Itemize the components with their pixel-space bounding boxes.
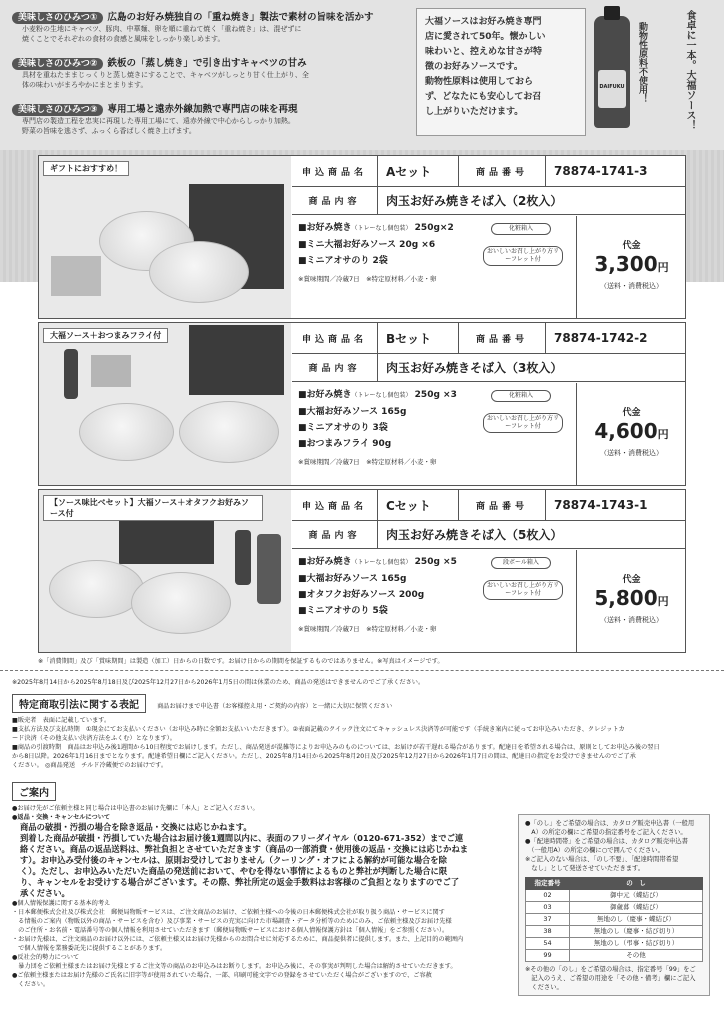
table-row — [526, 914, 703, 926]
guide-after-line: ください。 — [12, 981, 50, 988]
noshi-foot: 記入のうえ、ご希望の用途を「その他・備考」欄にご記入 — [525, 975, 696, 982]
noshi-line: なし」として発送させていただきます。 — [525, 865, 645, 872]
apply-label: 申込商品名 — [292, 156, 378, 186]
point-1-title: 広島のお好み焼独自の「重ね焼き」製法で素材の旨味を活かす — [107, 12, 374, 23]
point-1-label: 美味しさのひみつ① — [12, 12, 103, 24]
guide-after-line: ●ご依頼主様またはお届け先様のご氏名に旧字等が使用されていた場合、一部、印刷可能文字での登録をさせていただく場合がございますので、ご容赦 — [12, 972, 432, 979]
product-card-b — [38, 322, 686, 486]
noshi-name: 無地のし（慶事・結び切り） — [570, 926, 703, 938]
product-photo — [39, 323, 291, 485]
guide-heading: ご案内 — [12, 782, 56, 801]
item: ■おつまみフライ 90g — [298, 439, 392, 449]
price-value — [577, 251, 686, 281]
product-code: 78874-1743-1 — [554, 498, 648, 512]
sauce-bottle — [64, 349, 78, 399]
table-row — [526, 938, 703, 950]
table-row — [526, 890, 703, 902]
yen: 円 — [657, 261, 669, 274]
law-line: から8日以降。2026年1月16日までとなります。配達希望日欄にご記入ください。ただし、2025年8月14日から2025年8月20日及び2025年12月27日から2026年1月7日の間は、配達日の指定をお受けできませんのでご了承 — [12, 753, 636, 760]
point-2 — [12, 58, 309, 90]
price-label: 代金 — [622, 408, 641, 418]
noshi-code: 03 — [526, 902, 570, 914]
sauce-line: 動物性原料は使用しておら — [425, 77, 534, 87]
price-note: （送料・消費税込） — [600, 282, 663, 290]
price-number: 4,600 — [594, 419, 658, 443]
bottle-cap — [604, 6, 620, 20]
price-box — [576, 216, 686, 318]
point-3-desc-1: 専門店の製造工程を忠実に再現した専用工場にて、遠赤外線で中心からしっかり加熱。 — [22, 117, 295, 125]
divider — [0, 670, 724, 671]
set-name: Bセット — [386, 331, 432, 346]
law-subnote: 商品お届けまで申込書（お客様控え用・ご契約の内容）と一緒に大切に保管ください — [157, 703, 393, 710]
box-badge: 段ボール箱入 — [491, 557, 551, 569]
guide-after-line: のご住所・お名前・電話番号等の個人情報を利用させていただきます（郵便局物販サービスにおける個人情報保護方針は「個人情報」をご参照ください）。 — [12, 927, 449, 934]
point-3-desc-2: 野菜の旨味を逃さず、ふっくら香ばしく焼き上げます。 — [22, 127, 196, 135]
price-number: 5,800 — [594, 586, 658, 610]
noshi-name: 御中元（蝶結び） — [570, 890, 703, 902]
product-footnote: ※「消費期間」及び「賞味期間」は製造（加工）日からの日数です。お届け日からの期間を保証するものではありません。※写真はイメージです。 — [38, 658, 444, 665]
noshi-code: 99 — [526, 950, 570, 962]
photo-tag: ギフトにおすすめ！ — [43, 161, 129, 176]
guide-bold-block — [12, 822, 512, 899]
guide-after-line: ●反社会的勢力について — [12, 954, 80, 961]
noshi-line: ※ご記入のない場合は、「のし不要」、「配達時間帯希望 — [525, 856, 679, 863]
item-note: ※賞味期間／冷蔵7日 ※特定原材料／小麦・卵 — [298, 275, 437, 283]
point-2-desc-2: 体の味わいがまろやかにまとまります。 — [22, 81, 148, 89]
table-row — [526, 902, 703, 914]
price-label: 代金 — [622, 241, 641, 251]
okonomiyaki-pack — [179, 401, 279, 463]
product-photo — [39, 156, 291, 318]
law-line: ード決済（その他支払い決済方法をふくむ）となります）。 — [12, 735, 176, 742]
sauce-line: し上がりいただけます。 — [425, 107, 524, 117]
noshi-code: 02 — [526, 890, 570, 902]
item-qty: 250g ×3 — [414, 390, 457, 400]
item-qty: 250g ×5 — [414, 557, 457, 567]
law-section — [12, 693, 712, 770]
sauce-line: 味わいと、控えめな甘さが特 — [425, 47, 543, 57]
noshi-foot: ください。 — [525, 984, 563, 991]
guide-bold-line: く）。ただし、お申込みいただいた商品の発送前において、やむを得ない事情によるものと弊社が判断した場合に限 — [20, 866, 448, 876]
noshi-name: 御歳暮（蝶結び） — [570, 902, 703, 914]
leaflet-badge: おいしいお召し上がり方リーフレット付 — [483, 580, 563, 600]
guide-bold-line: 絡ください。商品の返品送料は、弊社負担とさせていただきます（商品の一部消費・使用後の返品・交換には応じかねま — [20, 844, 469, 854]
snack-pack — [91, 355, 131, 387]
item-text: ■お好み焼き — [298, 223, 352, 233]
law-line: ■商品の引渡時期 商品はお申込み後1週間から10日程度でお届けします。ただし、商品発送が混雑等によりお申込みのものについては、お届けが若干遅れる場合があります。配達日を希望される場合は、原則としてお申込み後の翌日 — [12, 744, 660, 751]
leaflet-badge: おいしいお召し上がり方リーフレット付 — [483, 413, 563, 433]
table-row — [526, 926, 703, 938]
guide-bold-line: 到着した商品が破損・汚損していた場合はお届け後1週間以内に、表面のフリーダイヤル（0120-671-352）までご連 — [20, 833, 464, 843]
shipping-note: ※2025年8月14日から2025年8月18日及び2025年12月27日から2026年1月5日の間は休業のため、商品の発送はできませんのでご了承ください。 — [12, 679, 425, 686]
noshi-name: 無地のし（弔事・結び切り） — [570, 938, 703, 950]
price-label: 代金 — [622, 575, 641, 585]
table-row — [526, 950, 703, 962]
gift-box — [119, 514, 214, 564]
guide-line: ●返品・交換・キャンセルについて — [12, 814, 111, 821]
product-card-c — [38, 489, 686, 653]
price-note: （送料・消費税込） — [600, 616, 663, 624]
okonomiyaki-pack — [131, 572, 231, 634]
contents-row — [292, 354, 686, 382]
photo-tag: 大福ソース＋おつまみフライ付 — [43, 328, 168, 343]
sauce-description-box — [416, 8, 586, 136]
item: ■オタフクお好みソース 200g — [298, 590, 425, 600]
noshi-code: 38 — [526, 926, 570, 938]
okonomiyaki-pack — [49, 560, 144, 618]
price-box — [576, 383, 686, 485]
guide-after-line: ・お届け先様は、ご注文商品のお届け以外には、ご依頼主様又はお届け先様からのお問合せに対応するために、商品提供者に提供します。また、上記目的の範囲内 — [12, 936, 464, 943]
point-1-desc-2: 焼くことでそれぞれの食材の食感と風味をしっかり楽しめます。 — [22, 35, 225, 43]
vertical-catch-1: 食卓に一本。大福ソース！ — [684, 10, 695, 130]
bottle-label-text: DAIFUKU — [599, 84, 625, 90]
noshi-line: （一般用A）の所定の欄に○で囲んでください。 — [525, 847, 664, 854]
code-label: 商品番号 — [458, 323, 546, 353]
bottle-label — [598, 70, 626, 108]
contents-label: 商品内容 — [292, 187, 378, 214]
otafuku-bottle — [257, 534, 281, 604]
item: ■ミニ大福お好みソース 20g ×6 — [298, 240, 436, 250]
law-line: ■支払方法及び支払時期 ①現金にてお支払いください（お申込み時に全額お支払いいただきます）。②表面記載のクイック注文にてキャッシュレス決済等が可能です（手続き案内に従ってお申込みいただき、クレジットカ — [12, 726, 625, 733]
contents-label: 商品内容 — [292, 354, 378, 381]
product-name: 肉玉お好み焼きそば入（3枚入） — [386, 361, 563, 375]
product-code: 78874-1741-3 — [554, 164, 648, 178]
apply-label: 申込商品名 — [292, 490, 378, 520]
contents-row — [292, 187, 686, 215]
price-value — [577, 418, 686, 448]
apply-label: 申込商品名 — [292, 323, 378, 353]
item: ■大福お好みソース 165g — [298, 574, 407, 584]
point-2-title: 鉄板の「蒸し焼き」で引き出すキャベツの甘み — [107, 58, 307, 69]
okonomiyaki-pack — [79, 403, 174, 461]
item-sub: （トレーなし個包装） — [351, 559, 412, 566]
gift-box — [189, 325, 284, 395]
guide-after-line: 暴力団をご依頼主様またはお届け先様とするご注文等の商品のお申込みはお断りします。お申込み後に、その事実が判明した場合は解約させていただきます。 — [12, 963, 457, 970]
noshi-th: 指定番号 — [526, 878, 570, 890]
price-number: 3,300 — [594, 252, 658, 276]
item-text: ■お好み焼き — [298, 557, 352, 567]
item-sub: （トレーなし個包装） — [351, 392, 412, 399]
noshi-box — [518, 814, 710, 996]
box-badge: 化粧箱入 — [491, 223, 551, 235]
apply-row — [292, 323, 686, 354]
noshi-line: A）の所定の欄にご希望の指定番号をご記入ください。 — [525, 829, 687, 836]
photo-tag: 【ソース味比べセット】大福ソース＋オタフクお好みソース付 — [43, 495, 263, 521]
item-qty: 250g×2 — [414, 223, 454, 233]
point-1 — [12, 12, 373, 44]
sauce-line: 徴のお好みソースです。 — [425, 62, 523, 72]
item-text: ■お好み焼き — [298, 390, 352, 400]
guide-after-line: で個人情報を業務委託先に提供することがあります。 — [12, 945, 167, 952]
product-name: 肉玉お好み焼きそば入（5枚入） — [386, 528, 563, 542]
vertical-catch-2: 動物性原料不使用！ — [637, 22, 647, 103]
guide-line: ●お届け先がご依頼主様と同じ場合は申込書のお届け先欄に「本人」とご記入ください。 — [12, 805, 259, 812]
price-note: （送料・消費税込） — [600, 449, 663, 457]
guide-after-line: ・日本郵便株式会社及び株式会社 郵便局物販サービスは、ご注文商品のお届け、ご依頼主様への今後の日本郵便株式会社が取り扱う商品・サービスに関す — [12, 909, 445, 916]
item-note: ※賞味期間／冷蔵7日 ※特定原材料／小麦・卵 — [298, 458, 437, 466]
point-1-desc-1: 小麦粉の生地にキャベツ、豚肉、中華麺、卵を順に重ねて焼く「重ね焼き」は、混ぜずに — [22, 25, 302, 33]
noshi-name: その他 — [570, 950, 703, 962]
leaflet-badge: おいしいお召し上がり方リーフレット付 — [483, 246, 563, 266]
product-card-a — [38, 155, 686, 319]
point-2-label: 美味しさのひみつ② — [12, 58, 103, 70]
price-box — [576, 550, 686, 652]
guide-after-line: る情報のご案内（物販以外の商品・サービスを含む）及び事業・サービスの充実に向けた市場調査・データ分析等のためにのみ、ご依頼主様及びお届け先様 — [12, 918, 452, 925]
box-badge: 化粧箱入 — [491, 390, 551, 402]
product-name: 肉玉お好み焼きそば入（2枚入） — [386, 194, 563, 208]
guide-bold-line: り、キャンセルをお受けする場合がございます。その際、弊社所定の返金手数料はお客様のご負担となりますのでご了 — [20, 877, 460, 887]
contents-label: 商品内容 — [292, 521, 378, 548]
sauce-line: 大福ソースはお好み焼き専門 — [425, 17, 542, 27]
apply-row — [292, 490, 686, 521]
sauce-line: ず、どなたにも安心してお召 — [425, 92, 542, 102]
law-line: ■販売者 表面に記載しています。 — [12, 717, 111, 724]
noshi-code: 37 — [526, 914, 570, 926]
item-note: ※賞味期間／冷蔵7日 ※特定原材料／小麦・卵 — [298, 625, 437, 633]
item: ■ミニアオサのり 5袋 — [298, 606, 388, 616]
point-2-desc-1: 具材を重ねたままじっくりと蒸し焼きにすることで、キャベツがしっとり甘く仕上がり、全 — [22, 71, 309, 79]
yen: 円 — [657, 428, 669, 441]
noshi-th: の し — [570, 878, 703, 890]
sauce-line: 店に愛されて50年。懐かしい — [425, 32, 546, 42]
law-line: ください。 ◎商品発送 チルド冷蔵便でのお届けです。 — [12, 762, 168, 769]
yen: 円 — [657, 595, 669, 608]
noshi-line: ●「のし」をご希望の場合は、カタログ販売申込書（一般用 — [525, 820, 695, 827]
point-3 — [12, 104, 297, 136]
guide-bold-line: す）。お申込み受付後のキャンセルは、原則お受けしておりません（クーリング・オフによる解約が可能な場合を除 — [20, 855, 447, 865]
law-heading: 特定商取引法に関する表記 — [12, 694, 146, 713]
noshi-name: 無地のし（慶事・蝶結び） — [570, 914, 703, 926]
guide-bold-line: 承ください。 — [20, 888, 70, 898]
noshi-table — [525, 877, 703, 962]
guide-section — [12, 781, 512, 989]
noshi-code: 54 — [526, 938, 570, 950]
code-label: 商品番号 — [458, 156, 546, 186]
noshi-foot: ※その他の「のし」をご希望の場合は、指定番号「99」をご — [525, 966, 696, 973]
price-value — [577, 585, 686, 615]
point-3-label: 美味しさのひみつ③ — [12, 104, 103, 116]
noshi-line: ●「配達時間帯」をご希望の場合は、カタログ販売申込書 — [525, 838, 688, 845]
sauce-bottle — [235, 530, 251, 585]
product-code: 78874-1742-2 — [554, 331, 648, 345]
code-label: 商品番号 — [458, 490, 546, 520]
item: ■大福お好みソース 165g — [298, 407, 407, 417]
guide-after-line: ●個人情報保護に関する基本的考え — [12, 900, 111, 907]
guide-bold-line: 商品の破損・汚損の場合を除き返品・交換には応じかねます。 — [20, 822, 252, 832]
apply-row — [292, 156, 686, 187]
item: ■ミニアオサのり 3袋 — [298, 423, 388, 433]
okonomiyaki-pack — [149, 241, 249, 303]
set-name: Aセット — [386, 164, 432, 179]
aosa-packets — [51, 256, 101, 296]
contents-row — [292, 521, 686, 549]
item: ■ミニアオサのり 2袋 — [298, 256, 388, 266]
point-3-title: 専用工場と遠赤外線加熱で専門店の味を再現 — [107, 104, 298, 115]
item-sub: （トレーなし個包装） — [351, 225, 412, 232]
set-name: Cセット — [386, 498, 431, 513]
